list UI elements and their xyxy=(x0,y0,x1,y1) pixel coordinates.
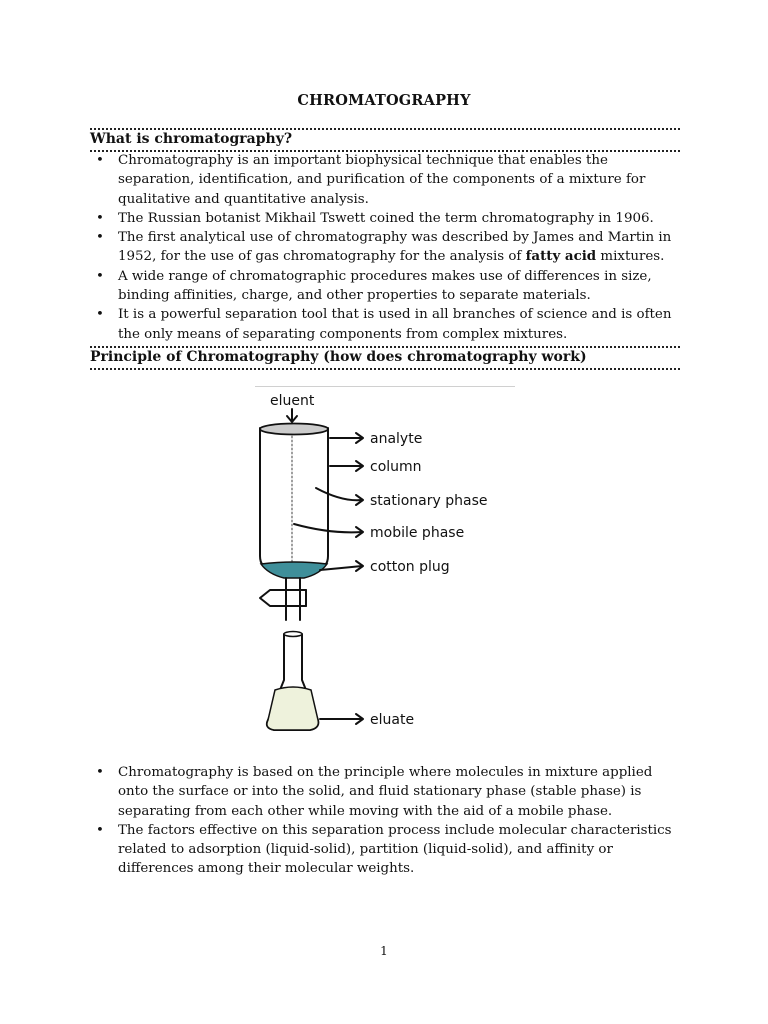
analyte-band xyxy=(260,424,328,435)
section-heading-what-is: What is chromatography? xyxy=(90,128,680,152)
label-stationary-phase: stationary phase xyxy=(370,493,488,509)
eluate-liquid xyxy=(267,687,318,730)
cotton-plug xyxy=(261,562,327,578)
label-mobile-phase: mobile phase xyxy=(370,525,465,541)
list-item: • A wide range of chromatographic procedures makes use of differences in size, binding affinities, charge, and other properties to separate materials. xyxy=(90,267,682,306)
document-title: CHROMATOGRAPHY xyxy=(297,92,471,109)
text-run: The first analytical use of chromatography was described by James and Martin in 1952, for the use of gas chromatography for the analysis of xyxy=(118,230,672,265)
label-analyte: analyte xyxy=(370,431,423,447)
chromatography-column-figure xyxy=(250,388,540,748)
bullet-list-intro xyxy=(90,151,682,344)
text-run: mixtures. xyxy=(596,249,665,265)
cotton-plug-arrow-icon xyxy=(320,566,362,570)
page-number: 1 xyxy=(380,944,388,958)
stationary-phase-arrow-icon xyxy=(316,488,362,500)
label-cotton-plug: cotton plug xyxy=(370,559,450,575)
list-item: • It is a powerful separation tool that is used in all branches of science and is often the only means of separating components from complex mixtures. xyxy=(90,305,682,344)
list-item xyxy=(90,228,682,267)
list-item: • The Russian botanist Mikhail Tswett coined the term chromatography in 1906. xyxy=(90,209,682,228)
list-item: • Chromatography is an important biophysical technique that enables the separation, identification, and purification of the components of a mixture for qualitative and quantitative analysis. xyxy=(90,151,682,209)
stopcock-handle-icon xyxy=(260,590,280,606)
list-item: • The factors effective on this separation process include molecular characteristics related to adsorption (liquid-solid), partition (liquid-solid), and affinity or differences among their molecular weights. xyxy=(90,821,682,879)
label-column: column xyxy=(370,459,422,475)
label-eluate: eluate xyxy=(370,712,415,728)
column-left-wall xyxy=(260,428,286,574)
bullet-list-principle xyxy=(90,763,682,879)
figure-top-rule xyxy=(255,386,515,387)
column-right-wall xyxy=(302,428,328,574)
list-item: • Chromatography is based on the principle where molecules in mixture applied onto the surface or into the solid, and fluid stationary phase (stable phase) is separating from each other while moving with the aid of a mobile phase. xyxy=(90,763,682,821)
section-heading-principle: Principle of Chromatography (how does chromatography work) xyxy=(90,346,680,370)
bold-term: fatty acid xyxy=(525,248,597,265)
label-eluent: eluent xyxy=(270,393,315,409)
